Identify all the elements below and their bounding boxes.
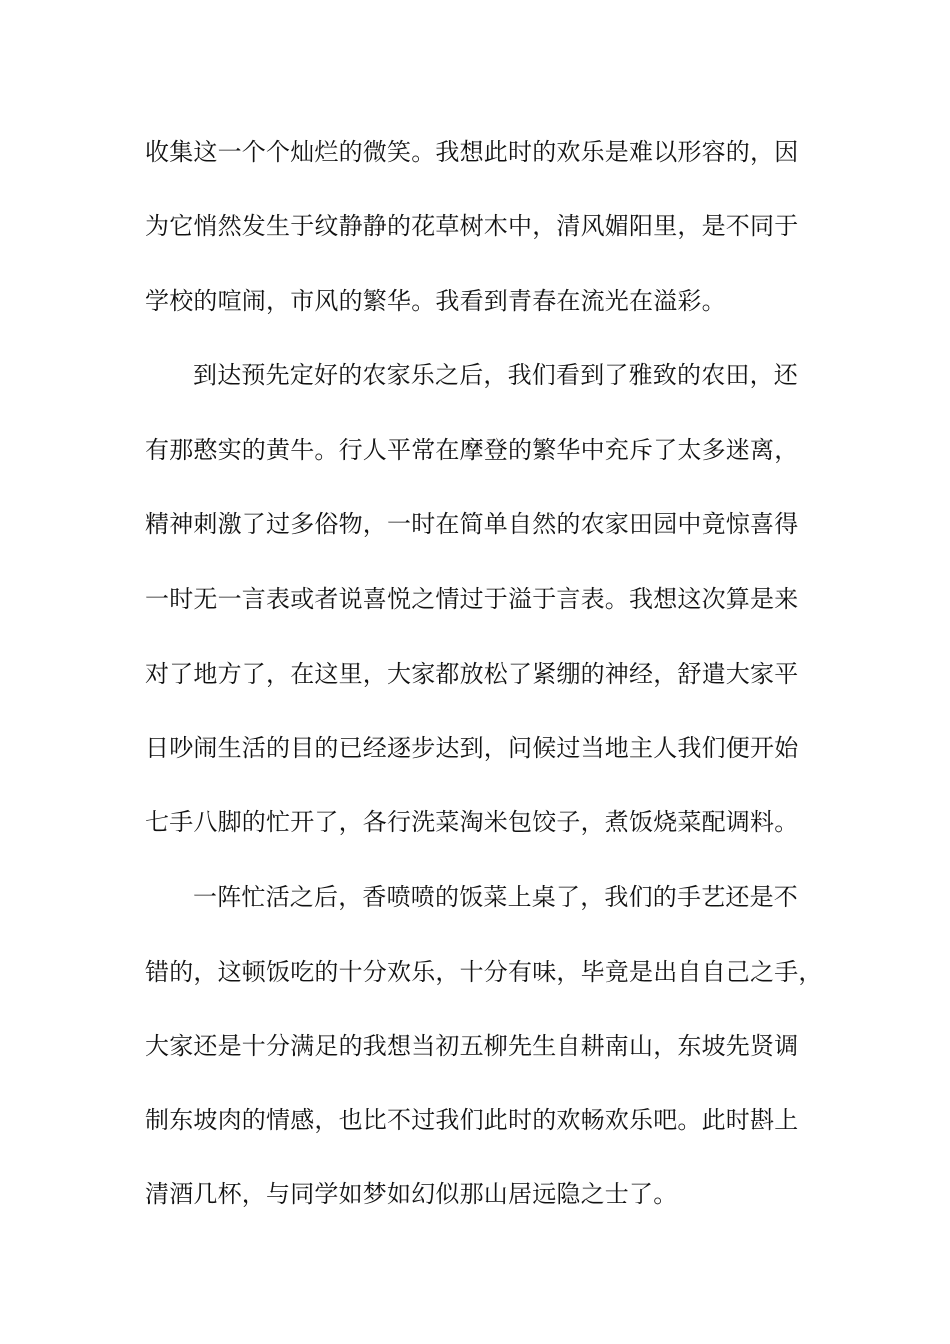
- text-line-8: 对了地方了，在这里，大家都放松了紧绷的神经，舒遣大家平: [145, 660, 799, 688]
- text-line-7: 一时无一言表或者说喜悦之情过于溢于言表。我想这次算是来: [145, 585, 799, 613]
- text-line-6: 精神刺激了过多俗物，一时在简单自然的农家田园中竟惊喜得: [145, 510, 799, 538]
- text-line-10: 七手八脚的忙开了，各行洗菜淘米包饺子，煮饭烧菜配调料。: [145, 808, 799, 836]
- text-line-3: 学校的喧闹，市风的繁华。我看到青春在流光在溢彩。: [145, 287, 726, 315]
- text-line-9: 日吵闹生活的目的已经逐步达到，问候过当地主人我们便开始: [145, 734, 799, 762]
- text-line-1: 收集这一个个灿烂的微笑。我想此时的欢乐是难以形容的，因: [145, 138, 799, 166]
- text-line-2: 为它悄然发生于纹静静的花草树木中，清风媚阳里，是不同于: [145, 212, 799, 240]
- text-line-4-paragraph-start: 到达预先定好的农家乐之后，我们看到了雅致的农田，还: [193, 361, 798, 389]
- text-line-12: 错的，这顿饭吃的十分欢乐，十分有味，毕竟是出自自己之手，: [145, 958, 823, 986]
- text-line-11-paragraph-start: 一阵忙活之后，香喷喷的饭菜上桌了，我们的手艺还是不: [193, 883, 798, 911]
- text-line-5: 有那憨实的黄牛。行人平常在摩登的繁华中充斥了太多迷离，: [145, 436, 799, 464]
- text-line-15: 清酒几杯，与同学如梦如幻似那山居远隐之士了。: [145, 1180, 678, 1208]
- text-line-14: 制东坡肉的情感，也比不过我们此时的欢畅欢乐吧。此时斟上: [145, 1106, 799, 1134]
- text-line-13: 大家还是十分满足的我想当初五柳先生自耕南山，东坡先贤调: [145, 1032, 799, 1060]
